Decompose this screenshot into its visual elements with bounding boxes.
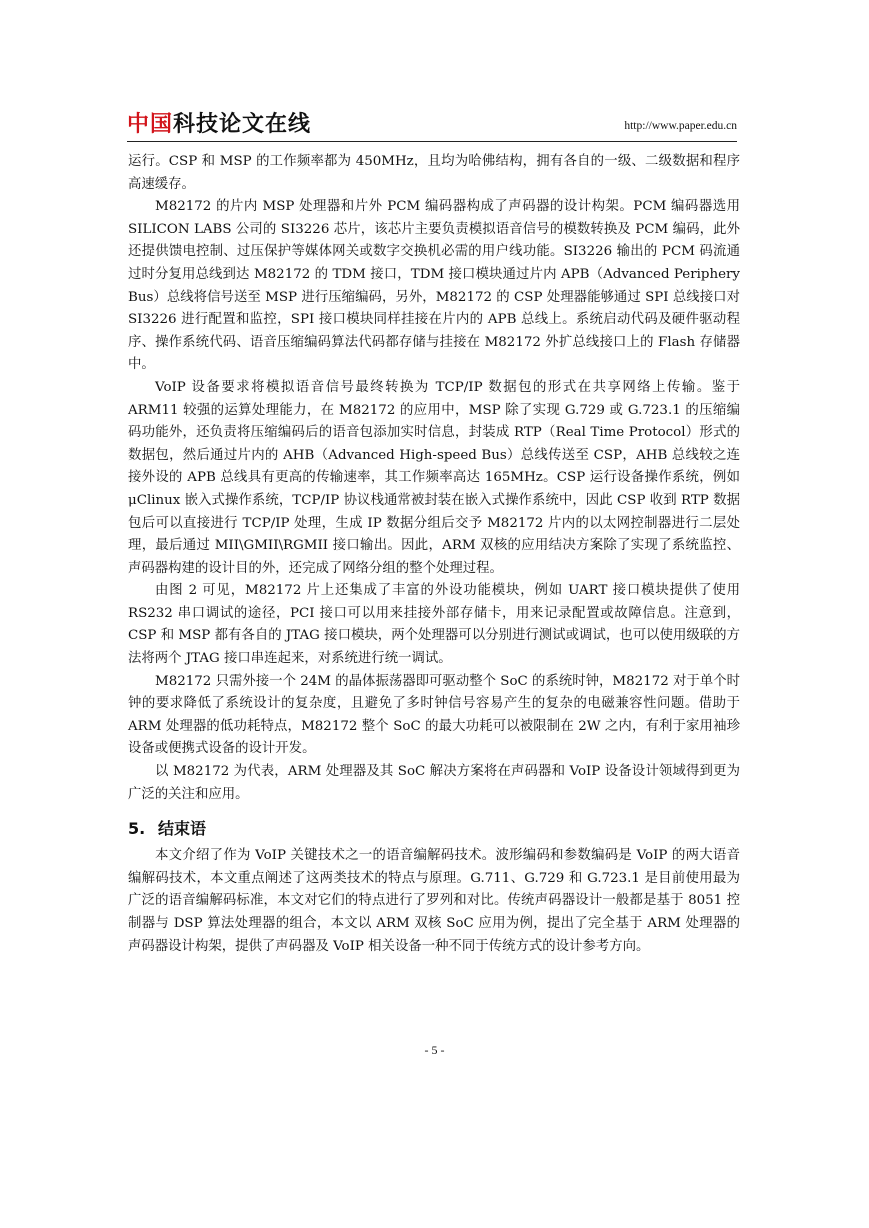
header-rule bbox=[127, 141, 737, 142]
journal-logo bbox=[127, 112, 311, 138]
logo-red-text: 中国 bbox=[127, 112, 174, 137]
paragraph: M82172 只需外接一个 24M 的晶体振荡器即可驱动整个 SoC 的系统时钟，M82172 对于单个时钟的要求降低了系统设计的复杂度，且避免了多时钟信号容易产生的复杂的电磁兼容性问题。借助于 ARM 处理器的低功耗特点，M82172 整个 SoC 的最大功耗可以被限制在 2W 之内，有利于家用袖珍设备或便携式设备的设计开发。 bbox=[128, 673, 740, 757]
page-number: - 5 - bbox=[424, 1043, 445, 1057]
paragraph: 以 M82172 为代表，ARM 处理器及其 SoC 解决方案将在声码器和 VoIP 设备设计领域得到更为广泛的关注和应用。 bbox=[128, 764, 740, 802]
paragraph: 由图 2 可见，M82172 片上还集成了丰富的外设功能模块，例如 UART 接口模块提供了使用 RS232 串口调试的途径，PCI 接口可以用来挂接外部存储卡，用来记录配置或故障信息。注意到，CSP 和 MSP 都有各自的 JTAG 接口模块，两个处理器可以分别进行测试或调试，也可以使用级联的方法将两个 JTAG 接口串连起来，对系统进行统一调试。 bbox=[128, 583, 740, 667]
section-title: 结束语 bbox=[158, 819, 207, 839]
logo-black-text: 科技论文在线 bbox=[173, 112, 312, 137]
paragraph: M82172 的片内 MSP 处理器和片外 PCM 编码器构成了声码器的设计构架。PCM 编码器选用 SILICON LABS 公司的 SI3226 芯片，该芯片主要负责模拟语音信号的模数转换及 PCM 编码，此外还提供馈电控制、过压保护等媒体网关或数字交换机必需的用户线功能。SI3226 输出的 PCM 码流通过时分复用总线到达 M82172 的 TDM 接口，TDM 接口模块通过片内 APB（Advanced Periphery Bus）总线将信号送至 MSP 进行压缩编码，另外，M82172 的 CSP 处理器能够通过 SPI 总线接口对 SI3226 进行配置和监控，SPI 接口模块同样挂接在片内的 APB 总线上。系统启动代码及硬件驱动程序、操作系统代码、语音压缩编码算法代码都存储与挂接在 M82172 外扩总线接口上的 Flash 存储器中。 bbox=[128, 199, 740, 373]
main-text bbox=[128, 151, 740, 958]
paragraph-continuation: 运行。CSP 和 MSP 的工作频率都为 450MHz，且均为哈佛结构，拥有各自的一级、二级数据和程序高速缓存。 bbox=[128, 154, 740, 192]
header-url[interactable]: http://www.paper.edu.cn bbox=[624, 120, 737, 132]
paragraph: VoIP 设备要求将模拟语音信号最终转换为 TCP/IP 数据包的形式在共享网络上传输。鉴于 ARM11 较强的运算处理能力，在 M82172 的应用中，MSP 除了实现 G.729 或 G.723.1 的压缩编码功能外，还负责将压缩编码后的语音包添加实时信息，封装成 RTP（Real Time Protocol）形式的数据包，然后通过片内的 AHB（Advanced High-speed Bus）总线传送至 CSP，AHB 总线较之连接外设的 APB 总线具有更高的传输速率，其工作频率高达 165MHz。CSP 运行设备操作系统，例如 μClinux 嵌入式操作系统，TCP/IP 协议栈通常被封装在嵌入式操作系统中，因此 CSP 收到 RTP 数据包后可以直接进行 TCP/IP 处理，生成 IP 数据分组后交予 M82172 片内的以太网控制器进行二层处理，最后通过 MII\GMII\RGMII 接口输出。因此，ARM 双核的应用结决方案除了实现了系统监控、声码器构建的设计目的外，还完成了网络分组的整个处理过程。 bbox=[128, 379, 740, 576]
section-number: 5. bbox=[128, 819, 146, 839]
page-header bbox=[127, 112, 737, 142]
section-heading bbox=[128, 817, 740, 841]
conclusion-paragraph: 本文介绍了作为 VoIP 关键技术之一的语音编解码技术。波形编码和参数编码是 VoIP 的两大语音编解码技术，本文重点阐述了这两类技术的特点与原理。G.711、G.729 和 G.723.1 是目前使用最为广泛的语音编解码标准，本文对它们的特点进行了罗列和对比。传统声码器设计一般都是基于 8051 控制器与 DSP 算法处理器的组合，本文以 ARM 双核 SoC 应用为例，提出了完全基于 ARM 处理器的声码器设计构架，提供了声码器及 VoIP 相关设备一种不同于传统方式的设计参考方向。 bbox=[128, 848, 740, 954]
